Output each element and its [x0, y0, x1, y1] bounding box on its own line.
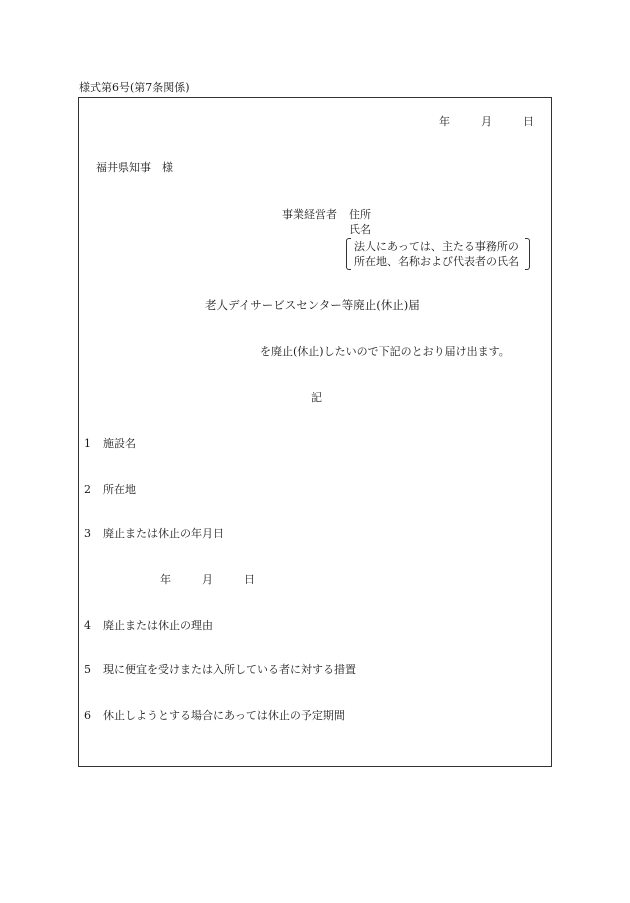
item-number: 6	[84, 709, 91, 722]
item-number: 4	[84, 619, 91, 632]
addressee: 福井県知事 様	[96, 161, 173, 174]
submission-date	[439, 116, 534, 127]
corporate-note-line-1: 法人にあっては、主たる事務所の	[354, 240, 519, 253]
item-number: 3	[84, 527, 91, 540]
item-closure-date: 廃止または休止の年月日	[103, 527, 224, 540]
document-title: 老人デイサービスセンター等廃止(休止)届	[205, 298, 420, 312]
date-day-label: 日	[523, 115, 534, 128]
date-year-label: 年	[160, 573, 171, 586]
applicant-address-label: 住所	[349, 208, 371, 221]
intro-sentence: を廃止(休止)したいので下記のとおり届け出ます。	[260, 345, 510, 358]
corporate-note-line-2: 所在地、名称および代表者の氏名	[354, 255, 519, 268]
item-location: 所在地	[103, 483, 136, 496]
item-resident-measures: 現に便宜を受けまたは入所している者に対する措置	[103, 663, 356, 676]
item-number: 5	[84, 663, 91, 676]
item-number: 2	[84, 483, 91, 496]
form-number-label: 様式第6号(第7条関係)	[79, 81, 190, 94]
bracket-left	[346, 238, 351, 270]
item-closure-reason: 廃止または休止の理由	[103, 619, 213, 632]
date-month-label: 月	[202, 573, 213, 586]
closure-date-blank	[160, 574, 255, 585]
item-number: 1	[84, 437, 91, 450]
applicant-label: 事業経営者	[282, 208, 337, 221]
item-facility-name: 施設名	[103, 437, 136, 450]
bracket-right	[525, 238, 530, 270]
applicant-name-label: 氏名	[349, 223, 371, 236]
item-suspension-period: 休止しようとする場合にあっては休止の予定期間	[103, 709, 345, 722]
date-year-label: 年	[439, 115, 450, 128]
date-month-label: 月	[481, 115, 492, 128]
ki-heading: 記	[311, 391, 322, 404]
date-day-label: 日	[244, 573, 255, 586]
